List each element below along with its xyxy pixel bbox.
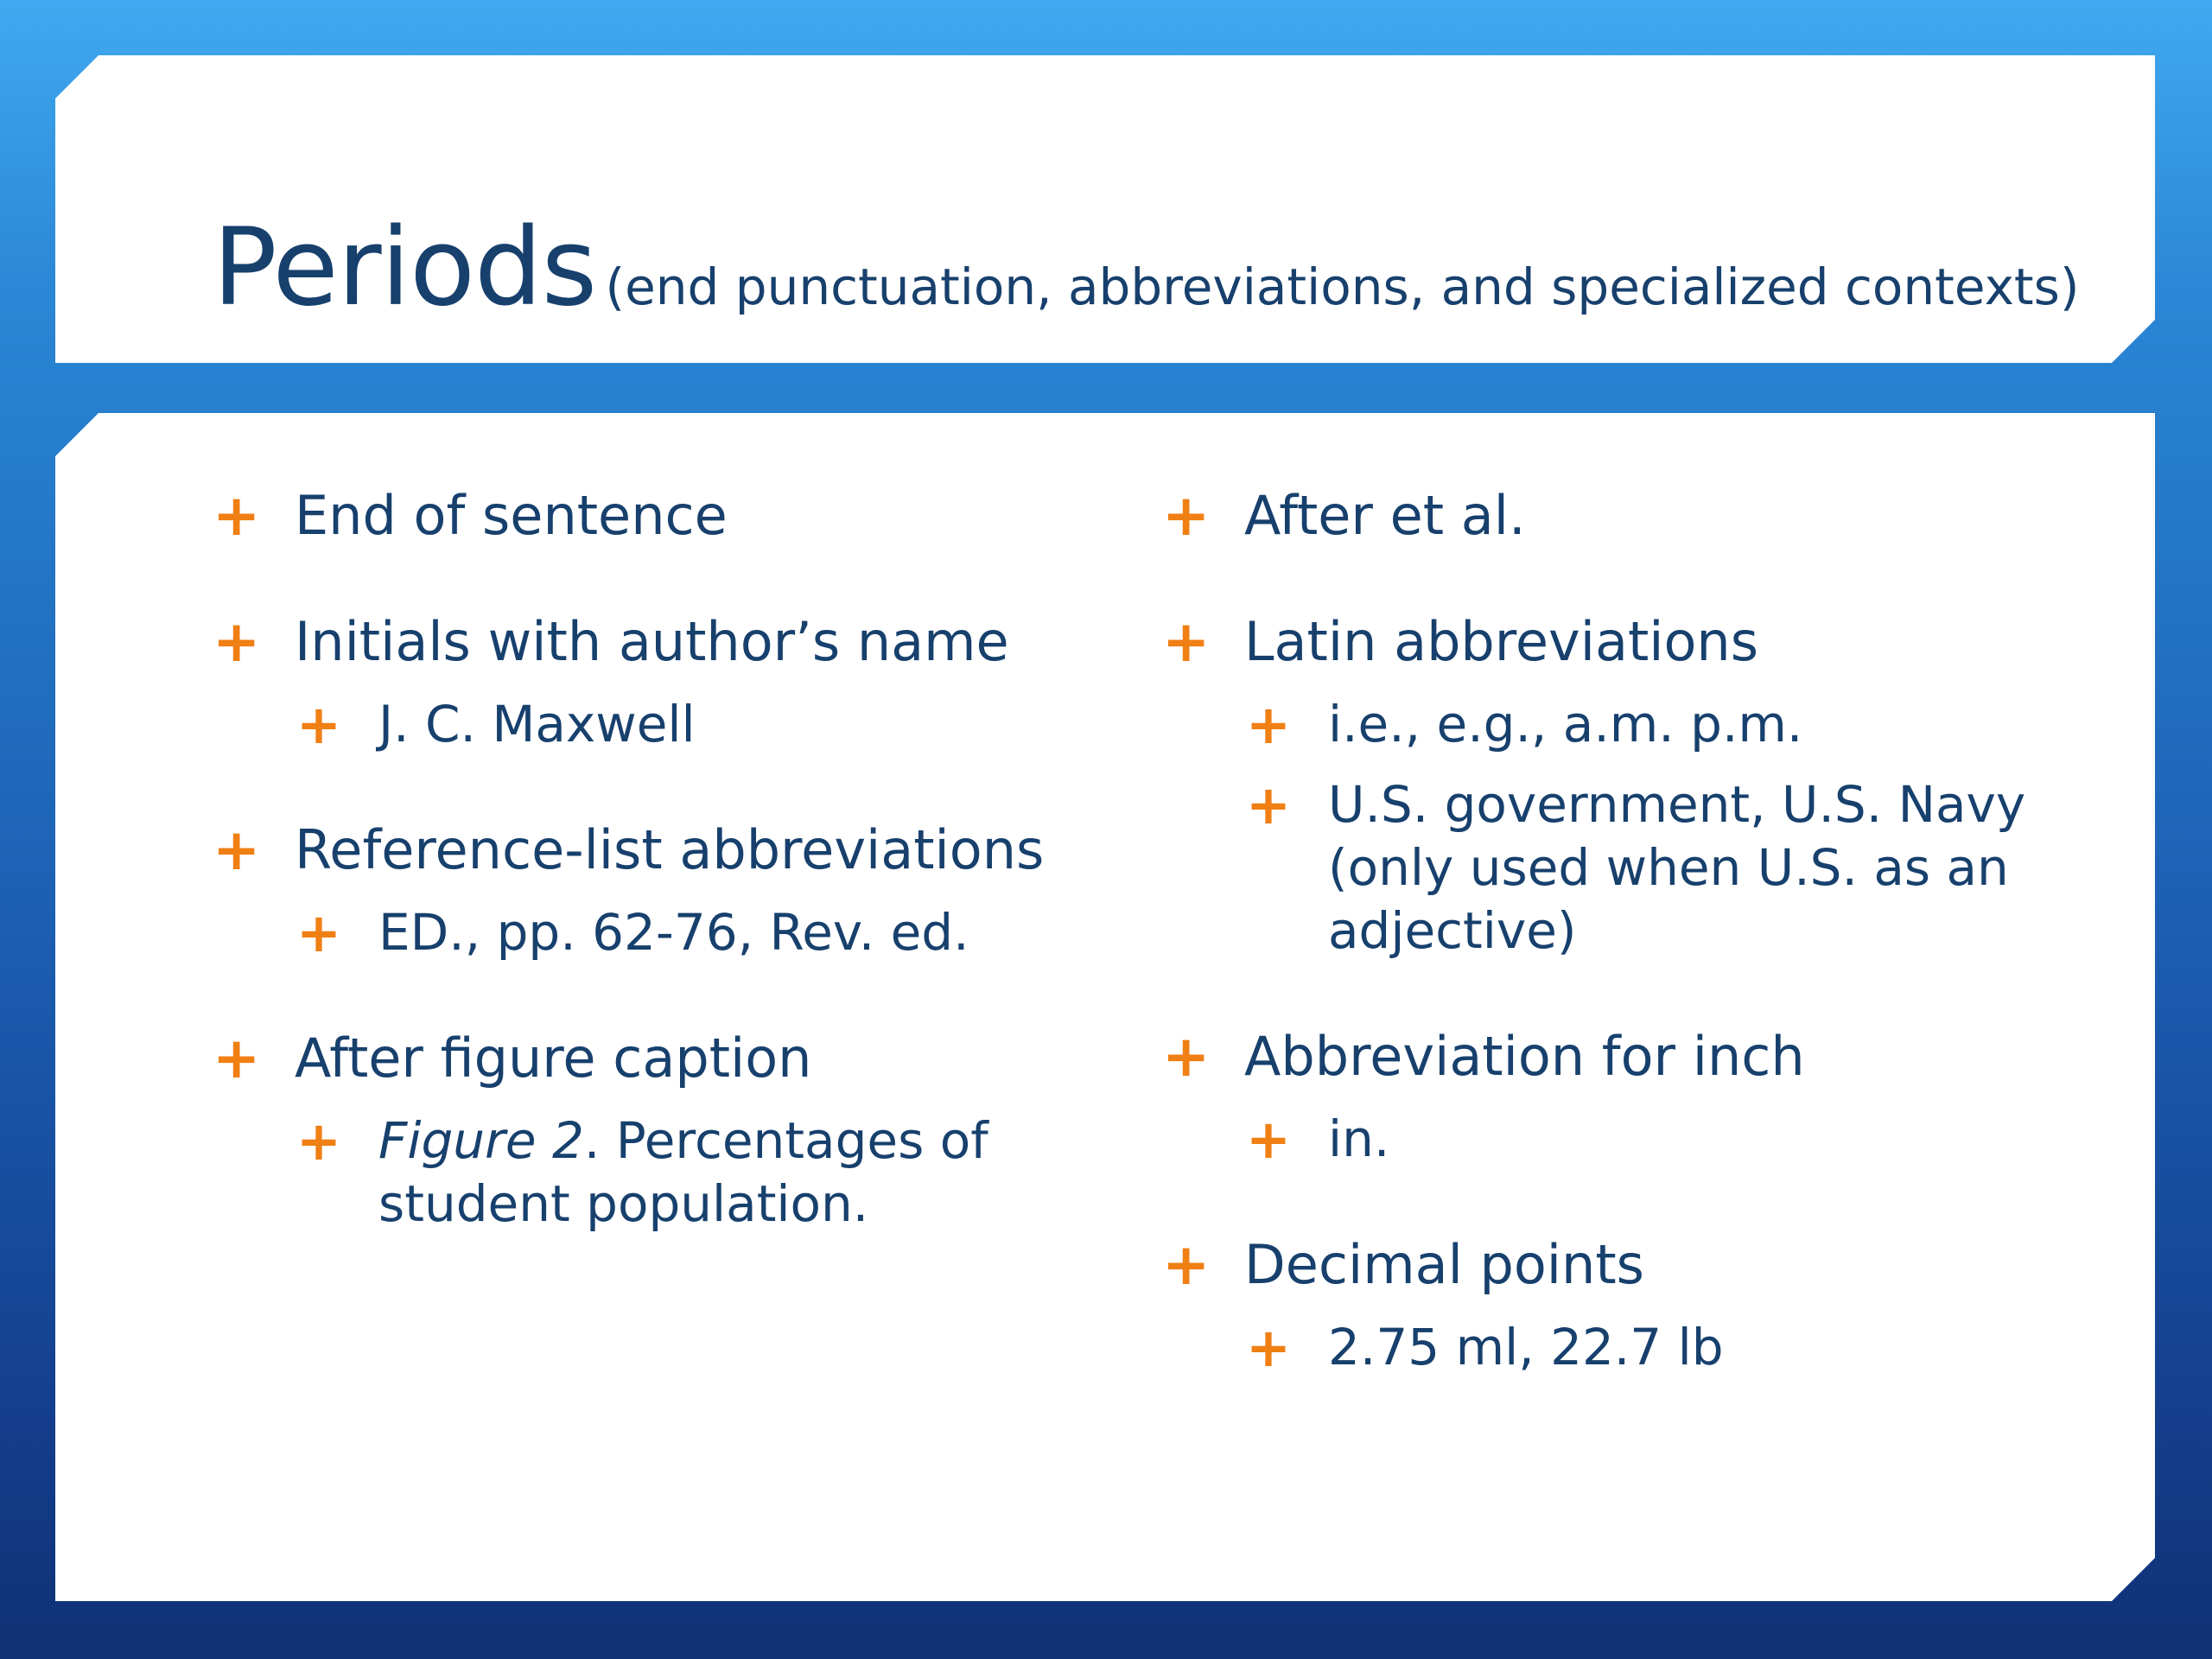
title-subtitle: (end punctuation, abbreviations, and specialized contexts) xyxy=(605,257,2080,316)
bullet-label: End of sentence xyxy=(295,484,728,547)
left-column xyxy=(213,484,1120,1236)
bullet-end-of-sentence xyxy=(213,484,1120,548)
plus-bullet-icon: + xyxy=(1246,1108,1291,1171)
sub-bullet-reference-example xyxy=(296,901,1120,964)
plus-bullet-icon: + xyxy=(1246,693,1291,756)
figure-label-italic: Figure 2 xyxy=(378,1111,584,1170)
bullet-abbreviation-inch xyxy=(1162,1025,2069,1089)
plus-bullet-icon: + xyxy=(213,608,261,675)
plus-bullet-icon: + xyxy=(1246,1316,1291,1379)
bullet-label: After et al. xyxy=(1244,484,1526,547)
sub-bullet-label: ED., pp. 62-76, Rev. ed. xyxy=(378,903,969,962)
sub-bullet-inch-example xyxy=(1246,1108,2069,1171)
bullet-initials xyxy=(213,610,1120,674)
plus-bullet-icon: + xyxy=(213,482,261,549)
plus-bullet-icon: + xyxy=(1246,773,1291,836)
bullet-figure-caption xyxy=(213,1027,1120,1090)
slide-title xyxy=(213,206,2079,330)
right-column xyxy=(1162,484,2069,1379)
bullet-decimal-points xyxy=(1162,1233,2069,1297)
sub-bullet-decimal-example xyxy=(1246,1316,2069,1379)
plus-bullet-icon: + xyxy=(296,901,341,964)
sub-bullet-initials-example xyxy=(296,693,1120,756)
plus-bullet-icon: + xyxy=(1162,1023,1211,1090)
plus-bullet-icon: + xyxy=(1162,1231,1211,1298)
sub-bullet-label: J. C. Maxwell xyxy=(378,695,696,753)
title-main: Periods xyxy=(213,206,597,330)
bullet-label: After figure caption xyxy=(295,1027,812,1090)
bullet-label: Decimal points xyxy=(1244,1233,1644,1296)
plus-bullet-icon: + xyxy=(213,1025,261,1091)
plus-bullet-icon: + xyxy=(296,1109,341,1173)
bullet-reference-list xyxy=(213,818,1120,882)
sub-bullet-label: i.e., e.g., a.m. p.m. xyxy=(1328,695,1803,753)
bullet-et-al xyxy=(1162,484,2069,548)
plus-bullet-icon: + xyxy=(213,817,261,883)
figure-caption-text: . Percentages of student population. xyxy=(378,1111,988,1233)
plus-bullet-icon: + xyxy=(1162,608,1211,675)
sub-bullet-latin-example-2 xyxy=(1246,773,2069,963)
plus-bullet-icon: + xyxy=(296,693,341,756)
bullet-label: Initials with author’s name xyxy=(295,610,1009,673)
sub-bullet-label: in. xyxy=(1328,1109,1390,1168)
bullet-label: Abbreviation for inch xyxy=(1244,1025,1805,1088)
bullet-label: Reference-list abbreviations xyxy=(295,818,1045,881)
bullet-label: Latin abbreviations xyxy=(1244,610,1759,673)
sub-bullet-label: U.S. government, U.S. Navy (only used when U.S. as an adjective) xyxy=(1328,775,2026,960)
bullet-latin-abbreviations xyxy=(1162,610,2069,674)
sub-bullet-label: 2.75 ml, 22.7 lb xyxy=(1328,1318,1724,1376)
sub-bullet-latin-example-1 xyxy=(1246,693,2069,756)
plus-bullet-icon: + xyxy=(1162,482,1211,549)
sub-bullet-figure-example xyxy=(296,1109,1120,1236)
